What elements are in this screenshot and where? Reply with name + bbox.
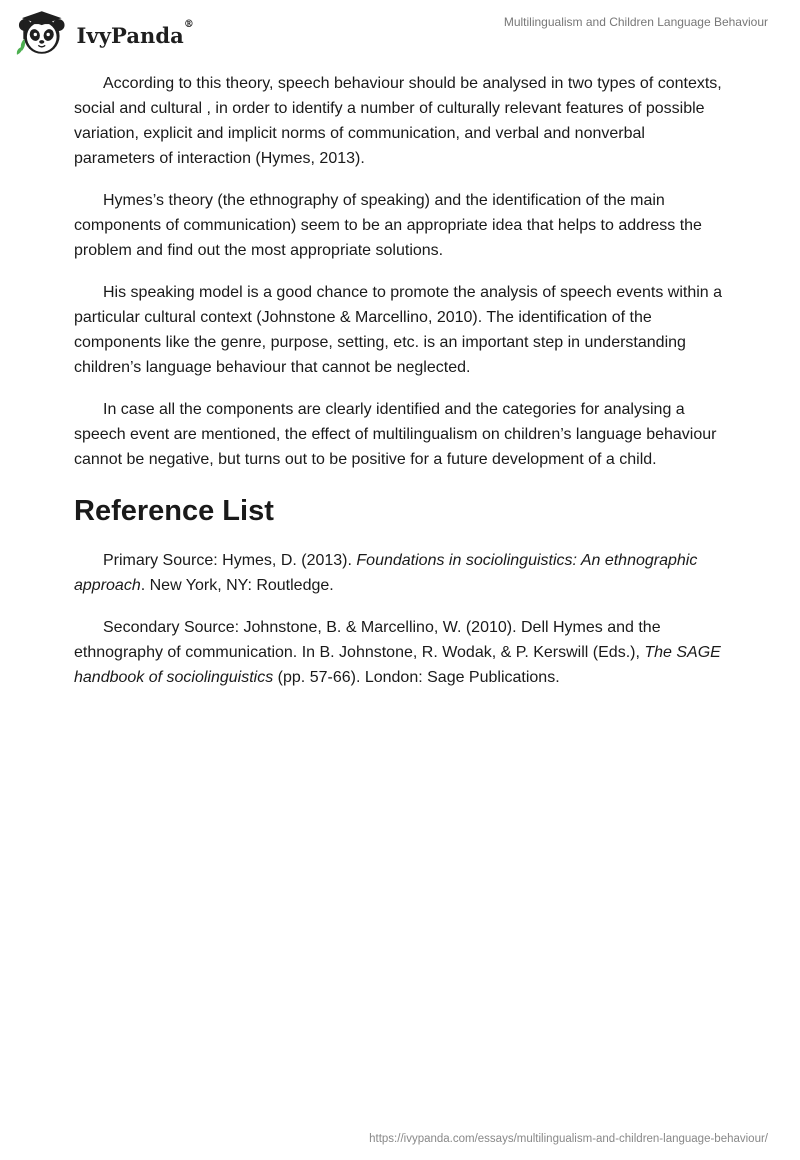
panda-logo-icon xyxy=(14,9,71,57)
body-paragraph: Hymes’s theory (the ethnography of speaking) and the identification of the main components of communication) seem to be an appropriate idea that helps to address the problem and find out the most appropriate solutions. xyxy=(74,192,702,259)
body-paragraph: His speaking model is a good chance to promote the analysis of speech events within a particular cultural context (Johnstone & Marcellino, 2010). The identification of the components like the genre, purpose, setting, etc. is an important step in understanding children’s language behaviour that cannot be neglected. xyxy=(74,284,723,376)
reference-title: Foundations in sociolinguistics: An ethnographic approach xyxy=(74,552,698,594)
running-title: Multilingualism and Children Language Behaviour xyxy=(503,15,768,29)
body-paragraph: According to this theory, speech behaviour should be analysed in two types of contexts, social and cultural , in order to identify a number of culturally relevant features of possible variation, explicit and implicit norms of communication, and verbal and nonverbal parameters of interaction (Hymes, 2013). xyxy=(74,75,722,167)
brand-name: IvyPanda® xyxy=(76,18,194,48)
reference-title: The SAGE handbook of sociolinguistics xyxy=(74,644,721,686)
reference-list-heading: Reference List xyxy=(74,495,274,527)
page-header xyxy=(0,0,800,70)
reference-item: Secondary Source: Johnstone, B. & Marcellino, W. (2010). Dell Hymes and the ethnography of communication. In B. Johnstone, R. Wodak, & P. Kerswill (Eds.), The SAGE handbook of sociolinguistics (pp. 57-66). London: Sage Publications. xyxy=(74,619,721,686)
source-url[interactable]: https://ivypanda.com/essays/multilingualism-and-children-language-behaviour/ xyxy=(369,1133,768,1145)
essay-content xyxy=(74,71,730,707)
body-paragraph: In case all the components are clearly identified and the categories for analysing a speech event are mentioned, the effect of multilingualism on children’s language behaviour cannot be negative, but turns out to be positive for a future development of a child. xyxy=(74,401,717,468)
reference-item: Primary Source: Hymes, D. (2013). Foundations in sociolinguistics: An ethnographic approach. New York, NY: Routledge. xyxy=(74,552,698,594)
ivypanda-logo[interactable] xyxy=(14,8,194,58)
